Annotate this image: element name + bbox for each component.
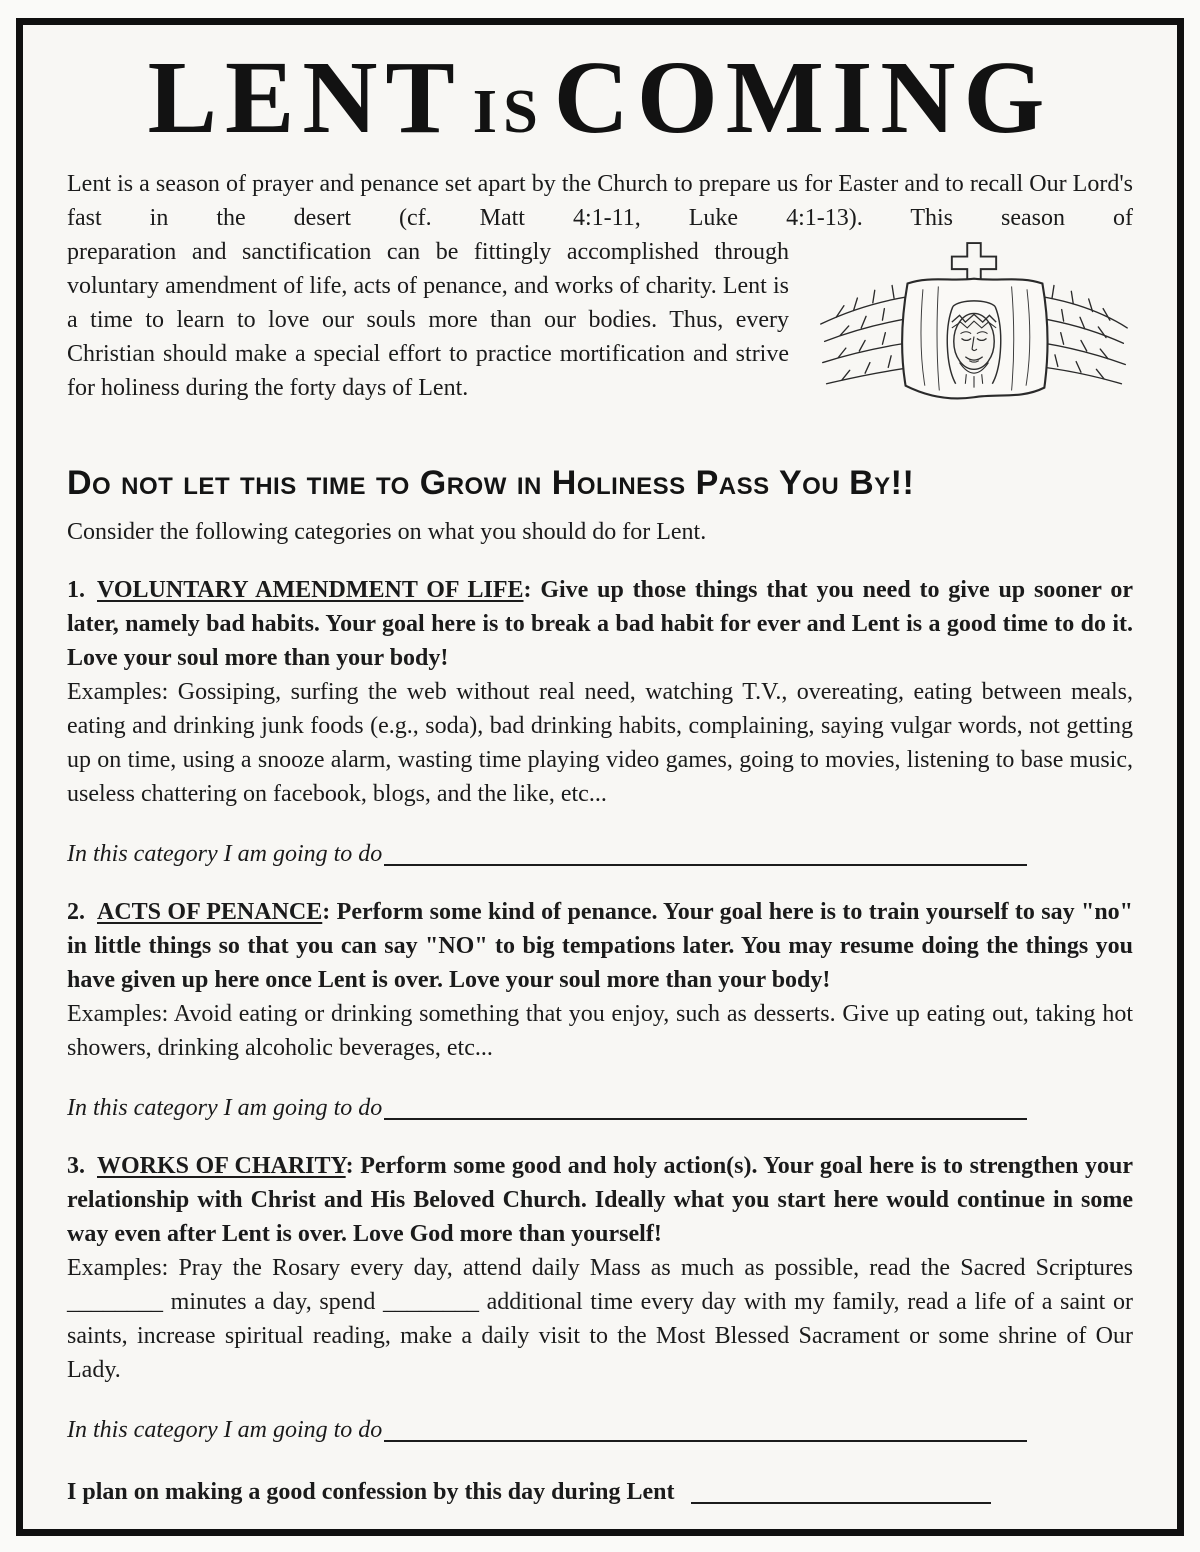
section-2-examples: Examples: Avoid eating or drinking something that you enjoy, such as desserts. Give up eating out, taking hot showers, drinking alcoholic beverages, etc... xyxy=(67,1001,1133,1062)
section-1-number: 1. xyxy=(67,577,85,604)
section-2-number: 2. xyxy=(67,899,85,926)
confession-blank-line xyxy=(691,1502,991,1504)
section-1-title: VOLUNTARY AMENDMENT OF LIFE xyxy=(97,577,524,604)
section-1-heading-rest: : Give up those things that you need to give up sooner or later, namely bad habits. Your goal here is to break a bad habit for ever and Lent is a good time to do it. Love your soul more than your body! xyxy=(67,577,1134,672)
holiness-heading: Do not let this time to Grow in Holiness Pass You By!! xyxy=(67,464,915,503)
section-3-heading xyxy=(67,1149,1133,1251)
section-voluntary-amendment xyxy=(67,573,1133,871)
section-3-title: WORKS OF CHARITY xyxy=(97,1153,346,1180)
section-1-fill-label: In this category I am going to do xyxy=(67,841,383,868)
title-word-coming: COMING xyxy=(553,40,1053,155)
page-title xyxy=(67,40,1133,155)
section-3-examples: Examples: Pray the Rosary every day, attend daily Mass as much as possible, read the Sacred Scriptures ________ minutes a day, spend ________ additional time every day with my family, read a life of a saint or saints, increase spiritual reading, make a daily visit to the Most Blessed Sacrament or some shrine of Our Lady. xyxy=(67,1255,1133,1384)
section-3-number: 3. xyxy=(67,1153,85,1180)
section-1-blank-line xyxy=(384,864,1027,866)
flyer-page xyxy=(16,18,1184,1536)
section-1-fill-line xyxy=(67,837,1133,871)
section-2-fill-label: In this category I am going to do xyxy=(67,1095,383,1122)
section-1-examples: Examples: Gossiping, surfing the web without real need, watching T.V., overeating, eating between meals, eating and drinking junk foods (e.g., soda), bad drinking habits, complaining, saying vulgar words, not getting up on time, using a snooze alarm, wasting time playing video games, going to movies, listening to base music, useless chattering on facebook, blogs, and the like, etc... xyxy=(67,679,1133,808)
section-2-title: ACTS OF PENANCE xyxy=(97,899,323,926)
section-2-fill-line xyxy=(67,1091,1133,1125)
title-word-lent: LENT xyxy=(147,40,463,155)
section-2-heading xyxy=(67,895,1133,997)
section-acts-of-penance xyxy=(67,895,1133,1125)
section-3-fill-label: In this category I am going to do xyxy=(67,1417,383,1444)
section-works-of-charity xyxy=(67,1149,1133,1447)
section-3-blank-line xyxy=(384,1440,1027,1442)
intro-paragraph-2: preparation and sanctification can be fittingly accomplished through voluntary amendment of life, acts of penance, and works of charity. Lent is a time to learn to love our souls more than our bodies. Thus, every Christian should make a special effort to practice mortification and strive for holiness during the forty days of Lent. xyxy=(67,239,789,402)
holy-face-illustration xyxy=(815,239,1133,437)
intro-paragraph-1: Lent is a season of prayer and penance set apart by the Church to prepare us for Easter and to recall Our Lord's fast in the desert (cf. Matt 4:1-11, Luke 4:1-13). This season of xyxy=(67,171,1133,232)
section-3-heading-rest: : Perform some good and holy action(s). Your goal here is to strengthen your relationship with Christ and His Beloved Church. Ideally what you start here would continue in some way even after Lent is over. Love God more than yourself! xyxy=(67,1153,1134,1248)
section-2-heading-rest: : Perform some kind of penance. Your goal here is to train yourself to say "no" in little things so that you can say "NO" to big tempations later. You may resume doing the things you have given up here once Lent is over. Love your soul more than your body! xyxy=(67,899,1134,994)
holy-face-svg xyxy=(815,239,1133,437)
intro-section xyxy=(67,167,1133,443)
section-3-fill-line xyxy=(67,1413,1133,1447)
section-1-heading xyxy=(67,573,1133,675)
consider-line: Consider the following categories on what you should do for Lent. xyxy=(67,519,707,546)
confession-label: I plan on making a good confession by this day during Lent xyxy=(67,1479,675,1506)
confession-line xyxy=(67,1475,1133,1509)
section-2-blank-line xyxy=(384,1118,1027,1120)
title-word-is: IS xyxy=(472,77,544,146)
